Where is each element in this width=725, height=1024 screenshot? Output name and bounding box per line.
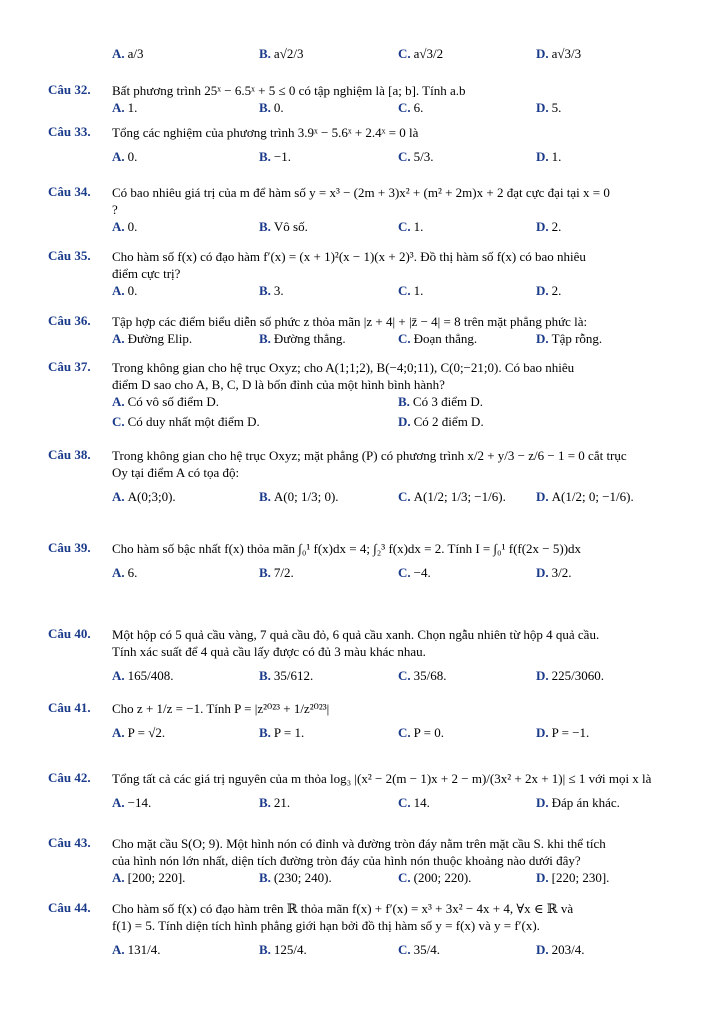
question-stem — [112, 248, 676, 282]
option-c[interactable] — [398, 941, 440, 959]
option-text: 225/3060. — [551, 668, 605, 683]
option-label: C. — [112, 414, 125, 429]
option-d[interactable] — [536, 724, 589, 742]
option-text: (230; 240). — [273, 870, 332, 885]
option-d[interactable] — [398, 413, 484, 431]
options-row — [112, 557, 676, 589]
question-stem — [112, 313, 676, 330]
option-text: A(0;3;0). — [127, 489, 176, 504]
stem-line: Tính xác suất để 4 quả cầu lấy được có đủ 3 màu khác nhau. — [112, 644, 426, 659]
option-b[interactable] — [259, 218, 308, 236]
option-b[interactable] — [259, 564, 294, 582]
option-text: 35/612. — [273, 668, 314, 683]
question-stem — [112, 626, 676, 660]
option-text: 35/4. — [413, 942, 441, 957]
option-text: A(1/2; 0; −1/6). — [551, 489, 634, 504]
option-b[interactable] — [259, 724, 304, 742]
stem-line: Cho mặt cầu S(O; 9). Một hình nón có đỉnh và đường tròn đáy nằm trên mặt cầu S. khi thể tích — [112, 836, 606, 851]
option-c[interactable] — [398, 218, 423, 236]
question-stem — [112, 700, 676, 717]
option-c[interactable] — [398, 488, 506, 506]
option-c[interactable] — [398, 564, 431, 582]
option-label: B. — [398, 394, 410, 409]
option-c[interactable] — [398, 282, 423, 300]
question-stem — [112, 447, 676, 481]
option-label: A. — [112, 668, 125, 683]
option-text: Có duy nhất một điểm D. — [127, 414, 260, 429]
top-option-d: D. a√3/3 — [536, 46, 582, 61]
option-a[interactable] — [112, 148, 137, 166]
option-d[interactable] — [536, 148, 561, 166]
option-label: A. — [112, 795, 125, 810]
option-b[interactable] — [259, 488, 339, 506]
option-label: D. — [536, 942, 549, 957]
option-c[interactable] — [398, 869, 471, 887]
question-number: Câu 32. — [48, 82, 91, 97]
question-stem — [112, 540, 676, 557]
option-label: D. — [536, 565, 549, 580]
option-text: 3. — [273, 283, 284, 298]
option-text: Đoạn thẳng. — [413, 331, 478, 346]
option-text: 125/4. — [273, 942, 307, 957]
options-row — [112, 141, 676, 173]
option-label: C. — [398, 942, 411, 957]
stem-line: điểm cực trị? — [112, 266, 181, 281]
option-text: 6. — [127, 565, 138, 580]
option-label: A. — [112, 149, 125, 164]
option-c[interactable] — [398, 667, 447, 685]
option-text: −14. — [127, 795, 152, 810]
option-d[interactable] — [536, 941, 585, 959]
question-number: Câu 37. — [48, 359, 91, 374]
option-text: 35/68. — [413, 668, 447, 683]
option-label: C. — [398, 149, 411, 164]
question — [48, 770, 676, 819]
question-stem — [112, 835, 676, 869]
stem-line: Tổng các nghiệm của phương trình 3.9ˣ − 5.6ˣ + 2.4ˣ = 0 là — [112, 125, 419, 140]
option-d[interactable] — [536, 564, 572, 582]
option-label: D. — [536, 668, 549, 683]
question — [48, 124, 676, 173]
option-label: C. — [398, 565, 411, 580]
stem-line: Cho z + 1/z = −1. Tính P = |z²⁰²³ + 1/z²⁰²³| — [112, 701, 330, 716]
question — [48, 447, 676, 513]
option-d[interactable] — [536, 794, 620, 812]
option-b[interactable] — [259, 794, 290, 812]
option-label: A. — [112, 565, 125, 580]
option-c[interactable] — [398, 724, 444, 742]
stem-line: Cho hàm số f(x) có đạo hàm f′(x) = (x + 1)²(x − 1)(x + 2)³. Đồ thị hàm số f(x) có bao nhiêu — [112, 249, 586, 264]
question-number: Câu 33. — [48, 124, 91, 139]
option-text: 21. — [273, 795, 291, 810]
option-text: 0. — [127, 283, 138, 298]
question-stem — [112, 359, 676, 393]
option-c[interactable] — [398, 794, 430, 812]
stem-line: Tập hợp các điểm biểu diễn số phức z thỏa mãn |z + 4| + |z̄ − 4| = 8 trên mặt phẳng phức là: — [112, 314, 588, 329]
option-a[interactable] — [112, 393, 219, 411]
option-label: B. — [259, 668, 271, 683]
option-a[interactable] — [112, 794, 151, 812]
option-label: B. — [259, 565, 271, 580]
option-text: 1. — [413, 283, 424, 298]
option-d[interactable] — [536, 488, 634, 506]
question-number: Câu 36. — [48, 313, 91, 328]
option-text: 1. — [551, 149, 562, 164]
question — [48, 900, 676, 966]
stem-line: Tổng tất cả các giá trị nguyên của m thỏa log₃ |(x² − 2(m − 1)x + 2 − m)/(3x² + 2x + 1)| ≤ 1 với mọi x là — [112, 771, 652, 786]
option-a[interactable] — [112, 724, 165, 742]
top-option-a: A. a/3 — [112, 46, 144, 61]
options-row — [112, 660, 676, 692]
option-label: A. — [112, 283, 125, 298]
option-label: A. — [112, 219, 125, 234]
option-label: B. — [259, 219, 271, 234]
option-text: Có vô số điểm D. — [127, 394, 220, 409]
stem-line: ? — [112, 202, 118, 217]
option-text: P = 1. — [273, 725, 305, 740]
option-label: B. — [259, 870, 271, 885]
option-text: 165/408. — [127, 668, 174, 683]
option-text: 0. — [127, 219, 138, 234]
option-a[interactable] — [112, 564, 137, 582]
question-number: Câu 38. — [48, 447, 91, 462]
option-label: C. — [398, 795, 411, 810]
option-text: −1. — [273, 149, 292, 164]
option-label: A. — [112, 725, 125, 740]
option-text: 5/3. — [413, 149, 434, 164]
option-c[interactable] — [112, 413, 260, 431]
option-label: C. — [398, 870, 411, 885]
question — [48, 248, 676, 302]
question-number: Câu 43. — [48, 835, 91, 850]
option-a[interactable] — [112, 667, 174, 685]
question-stem — [112, 900, 676, 934]
stem-line: Trong không gian cho hệ trục Oxyz; cho A(1;1;2), B(−4;0;11), C(0;−21;0). Có bao nhiêu — [112, 360, 575, 375]
option-label: D. — [536, 149, 549, 164]
question — [48, 540, 676, 589]
option-a[interactable] — [112, 330, 192, 348]
option-text: 3/2. — [551, 565, 572, 580]
option-a[interactable] — [112, 941, 161, 959]
option-text: Có 3 điểm D. — [412, 394, 483, 409]
option-b[interactable] — [398, 393, 483, 411]
question-number: Câu 42. — [48, 770, 91, 785]
options-row — [112, 717, 676, 749]
option-label: A. — [112, 870, 125, 885]
option-text: Vô số. — [273, 219, 308, 234]
question — [48, 359, 676, 433]
question-number: Câu 44. — [48, 900, 91, 915]
option-b[interactable] — [259, 282, 284, 300]
option-c[interactable] — [398, 99, 423, 117]
option-text: 0. — [127, 149, 138, 164]
option-text: 1. — [127, 100, 138, 115]
option-label: B. — [259, 795, 271, 810]
question-stem — [112, 184, 676, 218]
stem-line: Trong không gian cho hệ trục Oxyz; mặt phẳng (P) có phương trình x/2 + y/3 − z/6 − 1 = 0 cắt trục — [112, 448, 627, 463]
option-label: D. — [536, 870, 549, 885]
option-text: 6. — [413, 100, 424, 115]
option-label: B. — [259, 489, 271, 504]
option-label: C. — [398, 489, 411, 504]
option-c[interactable] — [398, 330, 477, 348]
option-label: D. — [536, 795, 549, 810]
option-label: B. — [259, 100, 271, 115]
question-number: Câu 40. — [48, 626, 91, 641]
option-d[interactable] — [536, 869, 609, 887]
top-option-c: C. a√3/2 — [398, 46, 444, 61]
option-d[interactable] — [536, 218, 561, 236]
stem-line: Có bao nhiêu giá trị của m để hàm số y = x³ − (2m + 3)x² + (m² + 2m)x + 2 đạt cực đại tại x = 0 — [112, 185, 610, 200]
option-text: 2. — [551, 219, 562, 234]
question — [48, 313, 676, 350]
top-option-b: B. a√2/3 — [259, 46, 304, 61]
option-label: C. — [398, 725, 411, 740]
option-text: 14. — [413, 795, 430, 810]
option-b[interactable] — [259, 99, 284, 117]
options-row — [112, 282, 676, 302]
option-text: 2. — [551, 283, 562, 298]
option-b[interactable] — [259, 148, 291, 166]
options-row — [112, 393, 676, 413]
option-a[interactable] — [112, 869, 185, 887]
question — [48, 626, 676, 692]
option-d[interactable] — [536, 282, 561, 300]
option-label: B. — [259, 725, 271, 740]
stem-line: f(1) = 5. Tính diện tích hình phẳng giới hạn bởi đồ thị hàm số y = f(x) và y = f′(x). — [112, 918, 540, 933]
option-label: D. — [536, 219, 549, 234]
stem-line: Bất phương trình 25ˣ − 6.5ˣ + 5 ≤ 0 có tập nghiệm là [a; b]. Tính a.b — [112, 83, 466, 98]
option-c[interactable] — [398, 148, 434, 166]
option-label: A. — [112, 394, 125, 409]
question-stem — [112, 82, 676, 99]
option-text: Đáp án khác. — [551, 795, 620, 810]
options-row — [112, 869, 676, 889]
stem-line: Một hộp có 5 quả cầu vàng, 7 quả cầu đỏ, 6 quả cầu xanh. Chọn ngẫu nhiên từ hộp 4 quả cầu. — [112, 627, 600, 642]
option-label: C. — [398, 668, 411, 683]
option-b[interactable] — [259, 869, 332, 887]
option-label: D. — [536, 725, 549, 740]
option-b[interactable] — [259, 667, 313, 685]
option-text: 131/4. — [127, 942, 161, 957]
option-text: Đường thẳng. — [273, 331, 346, 346]
stem-line: Cho hàm số f(x) có đạo hàm trên ℝ thỏa mãn f(x) + f′(x) = x³ + 3x² − 4x + 4, ∀x ∈ ℝ và — [112, 901, 574, 916]
option-label: B. — [259, 942, 271, 957]
option-d[interactable] — [536, 667, 604, 685]
question-number: Câu 34. — [48, 184, 91, 199]
question-stem — [112, 124, 676, 141]
options-row — [112, 787, 676, 819]
option-label: C. — [398, 219, 411, 234]
options-row — [112, 413, 676, 433]
option-label: B. — [259, 283, 271, 298]
option-label: D. — [536, 331, 549, 346]
question — [48, 835, 676, 889]
option-text: Tập rỗng. — [551, 331, 603, 346]
option-label: A. — [112, 942, 125, 957]
option-text: −4. — [413, 565, 431, 580]
option-label: A. — [112, 331, 125, 346]
options-row — [112, 481, 676, 513]
option-a[interactable] — [112, 282, 137, 300]
option-label: B. — [259, 149, 271, 164]
option-text: 1. — [413, 219, 424, 234]
stem-line: Oy tại điểm A có tọa độ: — [112, 465, 240, 480]
option-text: [220; 230]. — [551, 870, 610, 885]
option-text: P = √2. — [127, 725, 166, 740]
stem-line: điểm D sao cho A, B, C, D là bốn đỉnh của một hình bình hành? — [112, 377, 445, 392]
option-text: A(1/2; 1/3; −1/6). — [413, 489, 506, 504]
option-text: 0. — [273, 100, 284, 115]
option-a[interactable] — [112, 218, 137, 236]
option-label: D. — [536, 489, 549, 504]
option-text: Đường Elip. — [127, 331, 193, 346]
option-b[interactable] — [259, 941, 307, 959]
stem-line: của hình nón lớn nhất, diện tích đường tròn đáy của hình nón thuộc khoảng nào dưới đây? — [112, 853, 581, 868]
option-d[interactable] — [536, 330, 602, 348]
option-label: C. — [398, 100, 411, 115]
option-d[interactable] — [536, 99, 561, 117]
option-label: A. — [112, 100, 125, 115]
question-number: Câu 35. — [48, 248, 91, 263]
option-label: D. — [536, 100, 549, 115]
option-a[interactable] — [112, 99, 137, 117]
question — [48, 184, 676, 238]
options-row — [112, 934, 676, 966]
option-text: 5. — [551, 100, 562, 115]
top-options-row — [48, 38, 676, 70]
option-text: A(0; 1/3; 0). — [273, 489, 339, 504]
question — [48, 700, 676, 749]
question-number: Câu 39. — [48, 540, 91, 555]
option-label: B. — [259, 331, 271, 346]
option-text: P = 0. — [413, 725, 444, 740]
option-label: D. — [536, 283, 549, 298]
option-b[interactable] — [259, 330, 346, 348]
stem-line: Cho hàm số bậc nhất f(x) thỏa mãn ∫₀¹ f(x)dx = 4; ∫₂³ f(x)dx = 2. Tính I = ∫₀¹ f(f(2x − 5))dx — [112, 541, 582, 556]
option-text: Có 2 điểm D. — [413, 414, 484, 429]
question — [48, 82, 676, 119]
question-stem — [112, 770, 676, 787]
option-text: P = −1. — [551, 725, 590, 740]
option-label: A. — [112, 489, 125, 504]
option-text: (200; 220). — [413, 870, 472, 885]
option-text: 7/2. — [273, 565, 294, 580]
question-number: Câu 41. — [48, 700, 91, 715]
options-row — [112, 330, 676, 350]
option-a[interactable] — [112, 488, 176, 506]
options-row — [112, 99, 676, 119]
option-text: [200; 220]. — [127, 870, 186, 885]
options-row — [112, 218, 676, 238]
option-label: C. — [398, 331, 411, 346]
option-text: 203/4. — [551, 942, 585, 957]
option-label: D. — [398, 414, 411, 429]
option-label: C. — [398, 283, 411, 298]
